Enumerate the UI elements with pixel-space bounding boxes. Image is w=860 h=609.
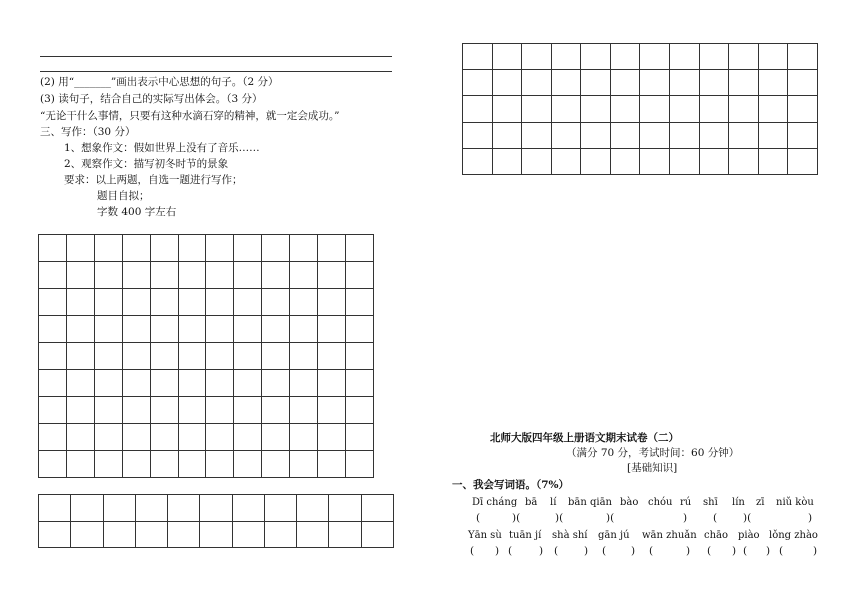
- pinyin: lí: [550, 497, 557, 508]
- bracket: (: [470, 545, 475, 557]
- bracket: ): [686, 545, 691, 557]
- bracket: ): [539, 545, 544, 557]
- grid-row: [463, 148, 818, 174]
- bracket: (: [707, 545, 712, 557]
- pinyin: lín: [732, 497, 745, 508]
- pinyin: gān jú: [598, 530, 630, 541]
- bracket: ): [584, 545, 589, 557]
- section-1-heading: 一、我会写词语。（7%）: [452, 479, 570, 491]
- bracket: (: [743, 545, 748, 557]
- section-3-heading: 三、写作：（30 分）: [40, 126, 136, 138]
- grid-row: [39, 343, 374, 370]
- grid-row: [463, 70, 818, 96]
- grid-row: [463, 44, 818, 70]
- pinyin: Yān sù: [468, 530, 502, 541]
- bracket: )(: [512, 512, 521, 524]
- bracket: ): [766, 545, 771, 557]
- bracket: (: [508, 545, 513, 557]
- bracket: ): [813, 545, 818, 557]
- grid-row: [39, 235, 374, 262]
- writing-topic-2: 2、观察作文：描写初冬时节的景象: [64, 158, 229, 170]
- pinyin: piào: [738, 530, 760, 541]
- bracket: (: [649, 545, 654, 557]
- grid-row: [39, 316, 374, 343]
- answer-line-1: [40, 56, 392, 57]
- pinyin: chāo: [704, 530, 729, 541]
- writing-requirement: 要求：以上两题，自选一题进行写作；: [64, 174, 243, 186]
- pinyin: bān qiān: [568, 497, 612, 508]
- bracket: ): [495, 545, 500, 557]
- pinyin: tuān jí: [509, 530, 542, 541]
- pinyin: Dī cháng: [472, 497, 518, 508]
- grid-row: [463, 122, 818, 148]
- bracket: )(: [555, 512, 564, 524]
- pinyin: shà shí: [552, 530, 588, 541]
- bracket: (: [779, 545, 784, 557]
- answer-line-2: [40, 71, 392, 72]
- exam-title: 北师大版四年级上册语文期末试卷（二）: [490, 432, 679, 444]
- bracket: (: [476, 512, 481, 524]
- bracket: (: [713, 512, 718, 524]
- bracket: ): [808, 512, 813, 524]
- grid-row: [39, 397, 374, 424]
- section-label: [基础知识]: [627, 462, 678, 474]
- bracket: )(: [606, 512, 615, 524]
- grid-row: [463, 96, 818, 122]
- grid-row: [39, 451, 374, 478]
- grid-row: [39, 370, 374, 397]
- bracket: (: [602, 545, 607, 557]
- bracket: (: [554, 545, 559, 557]
- writing-topic-1: 1、想象作文：假如世界上没有了音乐……: [64, 142, 260, 154]
- quote-sentence: “无论干什么事情，只要有这种水滴石穿的精神，就一定会成功。”: [40, 110, 340, 122]
- requirement-title: 题目自拟；: [97, 190, 150, 202]
- pinyin: lǒng zhào: [769, 530, 818, 541]
- pinyin: shī: [703, 497, 718, 508]
- writing-grid-left: [38, 234, 374, 478]
- pinyin: chóu: [648, 497, 673, 508]
- grid-row: [39, 424, 374, 451]
- grid-row: [39, 289, 374, 316]
- grid-row: [39, 521, 394, 548]
- writing-grid-right: [462, 43, 818, 175]
- pinyin: zī: [756, 497, 765, 508]
- bracket: ): [683, 512, 688, 524]
- pinyin: bā: [525, 497, 538, 508]
- pinyin: rú: [680, 497, 692, 508]
- grid-row: [39, 495, 394, 522]
- exam-subtitle: （满分 70 分，考试时间：60 分钟）: [566, 447, 740, 459]
- bracket: ): [732, 545, 737, 557]
- bracket: ): [631, 545, 636, 557]
- writing-grid-left-bottom: [38, 494, 394, 548]
- pinyin: bào: [620, 497, 639, 508]
- grid-row: [39, 262, 374, 289]
- requirement-length: 字数 400 字左右: [97, 206, 177, 218]
- bracket: )(: [743, 512, 752, 524]
- pinyin: wān zhuǎn: [642, 530, 697, 541]
- question-2: (2) 用“_______”画出表示中心思想的句子。（2 分）: [40, 76, 279, 88]
- pinyin: niǔ kòu: [776, 497, 814, 508]
- question-3: (3) 读句子，结合自己的实际写出体会。（3 分）: [40, 93, 263, 105]
